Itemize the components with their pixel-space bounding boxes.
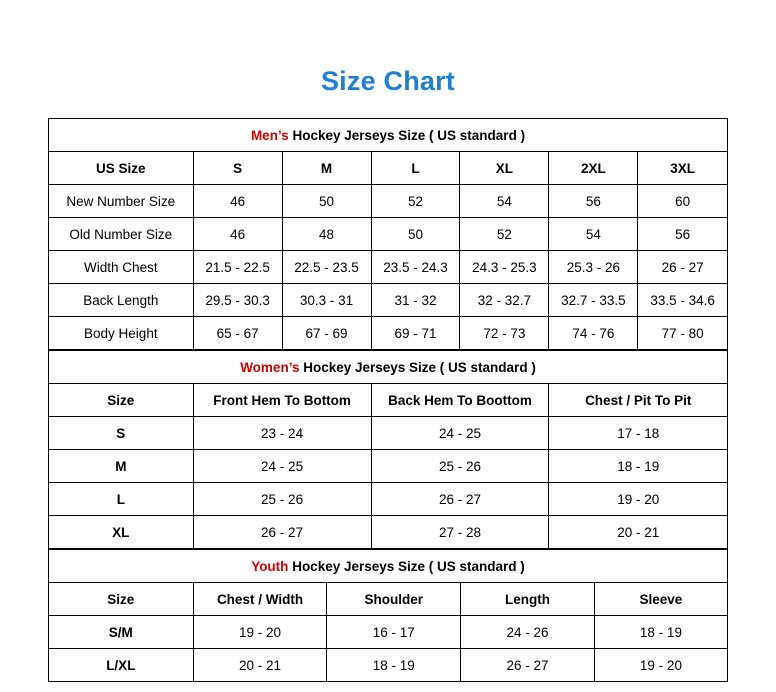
youth-size-table xyxy=(48,549,728,682)
table-row xyxy=(49,185,728,218)
mens-row-label-1: Old Number Size xyxy=(49,218,194,251)
mens-col-header-1: S xyxy=(193,152,282,185)
youth-cell-1-0: 20 - 21 xyxy=(193,649,327,682)
table-row xyxy=(49,649,728,682)
youth-col-header-4: Sleeve xyxy=(594,583,727,616)
mens-cell-2-5: 26 - 27 xyxy=(638,251,728,284)
mens-cell-3-0: 29.5 - 30.3 xyxy=(193,284,282,317)
youth-row-label-0: S/M xyxy=(49,616,194,649)
youth-col-header-2: Shoulder xyxy=(327,583,461,616)
youth-col-header-0: Size xyxy=(49,583,194,616)
mens-col-header-2: M xyxy=(282,152,371,185)
mens-cell-4-2: 69 - 71 xyxy=(371,317,460,350)
youth-section-heading xyxy=(49,550,728,583)
womens-cell-0-0: 23 - 24 xyxy=(193,417,371,450)
mens-cell-2-0: 21.5 - 22.5 xyxy=(193,251,282,284)
mens-cell-2-3: 24.3 - 25.3 xyxy=(460,251,549,284)
table-header-row xyxy=(49,583,728,616)
mens-cell-0-4: 56 xyxy=(549,185,638,218)
womens-heading-accent: Women’s xyxy=(240,359,300,375)
mens-cell-3-3: 32 - 32.7 xyxy=(460,284,549,317)
youth-col-header-1: Chest / Width xyxy=(193,583,327,616)
mens-cell-3-5: 33.5 - 34.6 xyxy=(638,284,728,317)
womens-cell-1-1: 25 - 26 xyxy=(371,450,549,483)
mens-cell-3-1: 30.3 - 31 xyxy=(282,284,371,317)
table-row xyxy=(49,317,728,350)
mens-cell-0-2: 52 xyxy=(371,185,460,218)
youth-heading-rest: Hockey Jerseys Size ( US standard ) xyxy=(288,558,525,574)
mens-cell-1-2: 50 xyxy=(371,218,460,251)
mens-cell-3-4: 32.7 - 33.5 xyxy=(549,284,638,317)
table-header-row xyxy=(49,152,728,185)
mens-cell-4-3: 72 - 73 xyxy=(460,317,549,350)
womens-cell-0-2: 17 - 18 xyxy=(549,417,728,450)
womens-cell-3-2: 20 - 21 xyxy=(549,516,728,549)
womens-col-header-3: Chest / Pit To Pit xyxy=(549,384,728,417)
womens-cell-2-1: 26 - 27 xyxy=(371,483,549,516)
womens-row-label-2: L xyxy=(49,483,194,516)
mens-col-header-5: 2XL xyxy=(549,152,638,185)
table-header-row xyxy=(49,384,728,417)
womens-row-label-0: S xyxy=(49,417,194,450)
womens-row-label-3: XL xyxy=(49,516,194,549)
table-section-heading-row xyxy=(49,351,728,384)
mens-cell-4-0: 65 - 67 xyxy=(193,317,282,350)
womens-cell-1-0: 24 - 25 xyxy=(193,450,371,483)
mens-col-header-4: XL xyxy=(460,152,549,185)
table-section-heading-row xyxy=(49,119,728,152)
womens-heading-rest: Hockey Jerseys Size ( US standard ) xyxy=(299,359,536,375)
table-row xyxy=(49,616,728,649)
mens-cell-4-1: 67 - 69 xyxy=(282,317,371,350)
womens-col-header-2: Back Hem To Boottom xyxy=(371,384,549,417)
mens-cell-3-2: 31 - 32 xyxy=(371,284,460,317)
table-row xyxy=(49,483,728,516)
table-row xyxy=(49,284,728,317)
womens-row-label-1: M xyxy=(49,450,194,483)
size-chart-container xyxy=(48,118,728,682)
mens-size-table xyxy=(48,118,728,350)
page-title: Size Chart xyxy=(320,66,456,96)
mens-cell-1-1: 48 xyxy=(282,218,371,251)
mens-row-label-3: Back Length xyxy=(49,284,194,317)
youth-cell-1-1: 18 - 19 xyxy=(327,649,461,682)
mens-col-header-3: L xyxy=(371,152,460,185)
youth-col-header-3: Length xyxy=(461,583,595,616)
mens-section-heading xyxy=(49,119,728,152)
womens-col-header-0: Size xyxy=(49,384,194,417)
womens-cell-0-1: 24 - 25 xyxy=(371,417,549,450)
mens-heading-accent: Men’s xyxy=(250,127,289,143)
youth-cell-0-2: 24 - 26 xyxy=(461,616,595,649)
table-row xyxy=(49,218,728,251)
mens-cell-1-5: 56 xyxy=(638,218,728,251)
womens-col-header-1: Front Hem To Bottom xyxy=(193,384,371,417)
mens-row-label-2: Width Chest xyxy=(49,251,194,284)
womens-section-heading xyxy=(49,351,728,384)
mens-row-label-0: New Number Size xyxy=(49,185,194,218)
table-row xyxy=(49,516,728,549)
womens-cell-3-1: 27 - 28 xyxy=(371,516,549,549)
table-section-heading-row xyxy=(49,550,728,583)
youth-cell-1-3: 19 - 20 xyxy=(594,649,727,682)
womens-cell-3-0: 26 - 27 xyxy=(193,516,371,549)
mens-cell-0-1: 50 xyxy=(282,185,371,218)
mens-col-header-6: 3XL xyxy=(638,152,728,185)
youth-row-label-1: L/XL xyxy=(49,649,194,682)
womens-cell-2-2: 19 - 20 xyxy=(549,483,728,516)
mens-cell-2-2: 23.5 - 24.3 xyxy=(371,251,460,284)
mens-cell-0-3: 54 xyxy=(460,185,549,218)
table-row xyxy=(49,450,728,483)
mens-cell-1-4: 54 xyxy=(549,218,638,251)
youth-cell-0-0: 19 - 20 xyxy=(193,616,327,649)
mens-cell-4-4: 74 - 76 xyxy=(549,317,638,350)
mens-cell-0-5: 60 xyxy=(638,185,728,218)
mens-cell-2-4: 25.3 - 26 xyxy=(549,251,638,284)
youth-cell-1-2: 26 - 27 xyxy=(461,649,595,682)
womens-cell-1-2: 18 - 19 xyxy=(549,450,728,483)
youth-heading-accent: Youth xyxy=(251,558,289,574)
youth-cell-0-3: 18 - 19 xyxy=(594,616,727,649)
youth-cell-0-1: 16 - 17 xyxy=(327,616,461,649)
table-row xyxy=(49,417,728,450)
mens-cell-0-0: 46 xyxy=(193,185,282,218)
mens-cell-4-5: 77 - 80 xyxy=(638,317,728,350)
mens-row-label-4: Body Height xyxy=(49,317,194,350)
womens-cell-2-0: 25 - 26 xyxy=(193,483,371,516)
mens-heading-rest: Hockey Jerseys Size ( US standard ) xyxy=(288,127,526,143)
table-row xyxy=(49,251,728,284)
mens-cell-2-1: 22.5 - 23.5 xyxy=(282,251,371,284)
mens-cell-1-0: 46 xyxy=(193,218,282,251)
mens-cell-1-3: 52 xyxy=(460,218,549,251)
womens-size-table xyxy=(48,350,728,549)
mens-col-header-0: US Size xyxy=(49,152,194,185)
